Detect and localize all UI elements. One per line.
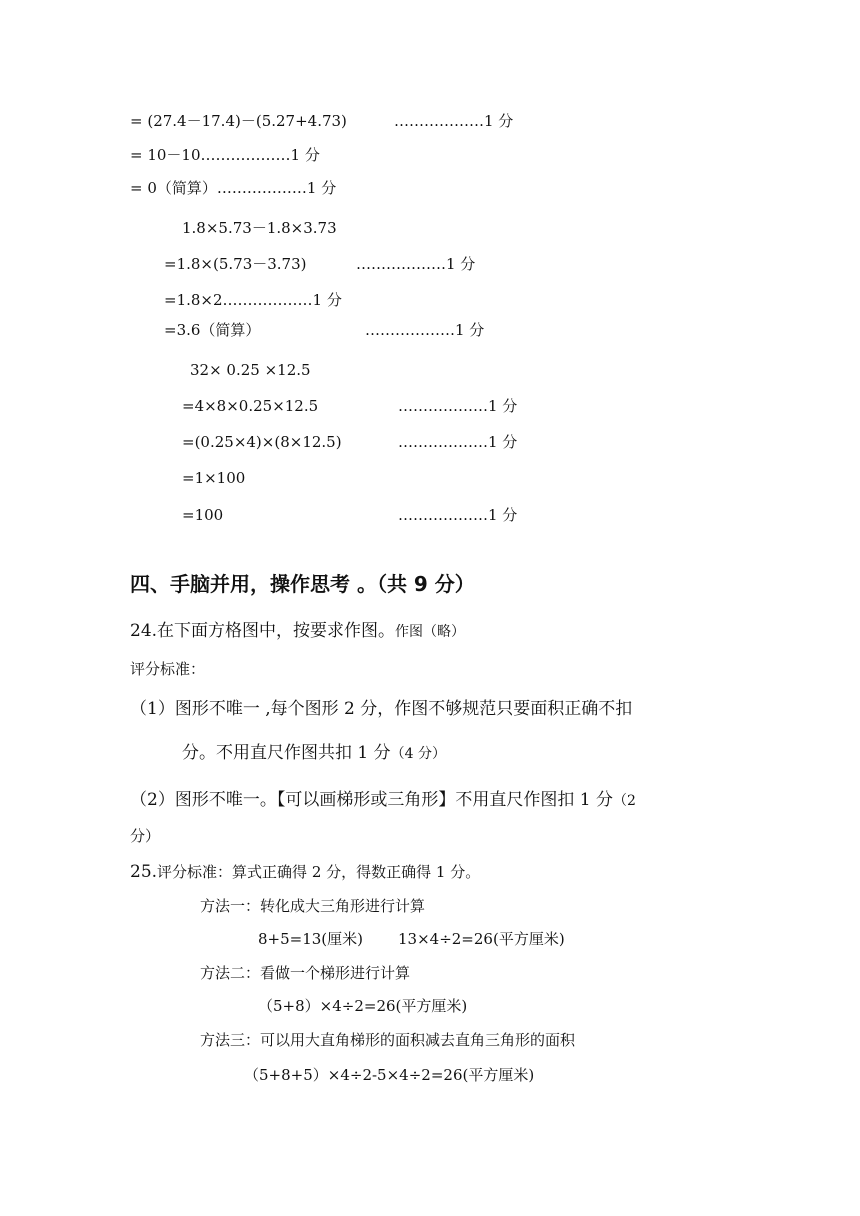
calc1-step1-score: ………………1 分 xyxy=(394,112,514,130)
criteria-item2 xyxy=(130,788,636,813)
method1-formula-b: 13×4÷2=26(平方厘米) xyxy=(398,930,565,948)
criteria-item2-score: （2 xyxy=(612,793,636,809)
calc2-step2: =1.8×2………………1 分 xyxy=(164,291,342,309)
criteria-item1-line1: （1）图形不唯一 ,每个图形 2 分，作图不够规范只要面积正确不扣 xyxy=(130,699,633,719)
q24-main xyxy=(130,619,465,644)
q24-note: 作图（略） xyxy=(395,624,466,640)
method3-title: 方法三：可以用大直角梯形的面积减去直角三角形的面积 xyxy=(200,1031,576,1049)
method3-formula: （5+8+5）×4÷2-5×4÷2=26(平方厘米) xyxy=(244,1066,535,1084)
q25-number: 25. xyxy=(130,862,158,882)
q25-line xyxy=(130,860,480,884)
criteria-item2-cont: 分） xyxy=(130,827,161,845)
criteria-item1-line2-text: 分。不用直尺作图共扣 1 分 xyxy=(182,743,391,763)
calc3-step2-score: ………………1 分 xyxy=(398,433,518,451)
method2-title: 方法二：看做一个梯形进行计算 xyxy=(200,964,411,982)
calc3-problem: 32× 0.25 ×12.5 xyxy=(190,361,311,379)
method1-title: 方法一：转化成大三角形进行计算 xyxy=(200,897,426,915)
calc1-step1: = (27.4－17.4)－(5.27+4.73) xyxy=(130,112,347,130)
calc3-step2: =(0.25×4)×(8×12.5) xyxy=(182,433,342,451)
criteria-item1-line2 xyxy=(182,741,446,766)
q24-text: 24.在下面方格图中，按要求作图。 xyxy=(130,621,396,641)
calc2-step1-score: ………………1 分 xyxy=(356,255,476,273)
calc3-step1: =4×8×0.25×12.5 xyxy=(182,397,319,415)
criteria-label: 评分标准： xyxy=(130,660,206,678)
criteria-item1-score: （4 分） xyxy=(390,746,446,762)
calc3-step4-score: ………………1 分 xyxy=(398,506,518,524)
method1-formula-a: 8+5=13(厘米) xyxy=(258,930,364,948)
calc3-step4: =100 xyxy=(182,506,224,524)
calc1-step3: = 0（简算）………………1 分 xyxy=(130,179,337,197)
method2-formula: （5+8）×4÷2=26(平方厘米) xyxy=(258,997,468,1015)
calc2-step3: =3.6（简算） xyxy=(164,321,261,339)
calc2-problem: 1.8×5.73－1.8×3.73 xyxy=(182,219,337,237)
calc2-step3-score: ………………1 分 xyxy=(365,321,485,339)
q25-text: 评分标准：算式正确得 2 分，得数正确得 1 分。 xyxy=(157,863,481,881)
calc2-step1: =1.8×(5.73－3.73) xyxy=(164,255,307,273)
calc3-step3: =1×100 xyxy=(182,469,246,487)
criteria-item2-text: （2）图形不唯一。【可以画梯形或三角形】不用直尺作图扣 1 分 xyxy=(130,790,613,810)
calc1-step2: = 10－10………………1 分 xyxy=(130,146,320,164)
calc3-step1-score: ………………1 分 xyxy=(398,397,518,415)
section-heading: 四、手脑并用，操作思考 。（共 9 分） xyxy=(130,572,475,596)
